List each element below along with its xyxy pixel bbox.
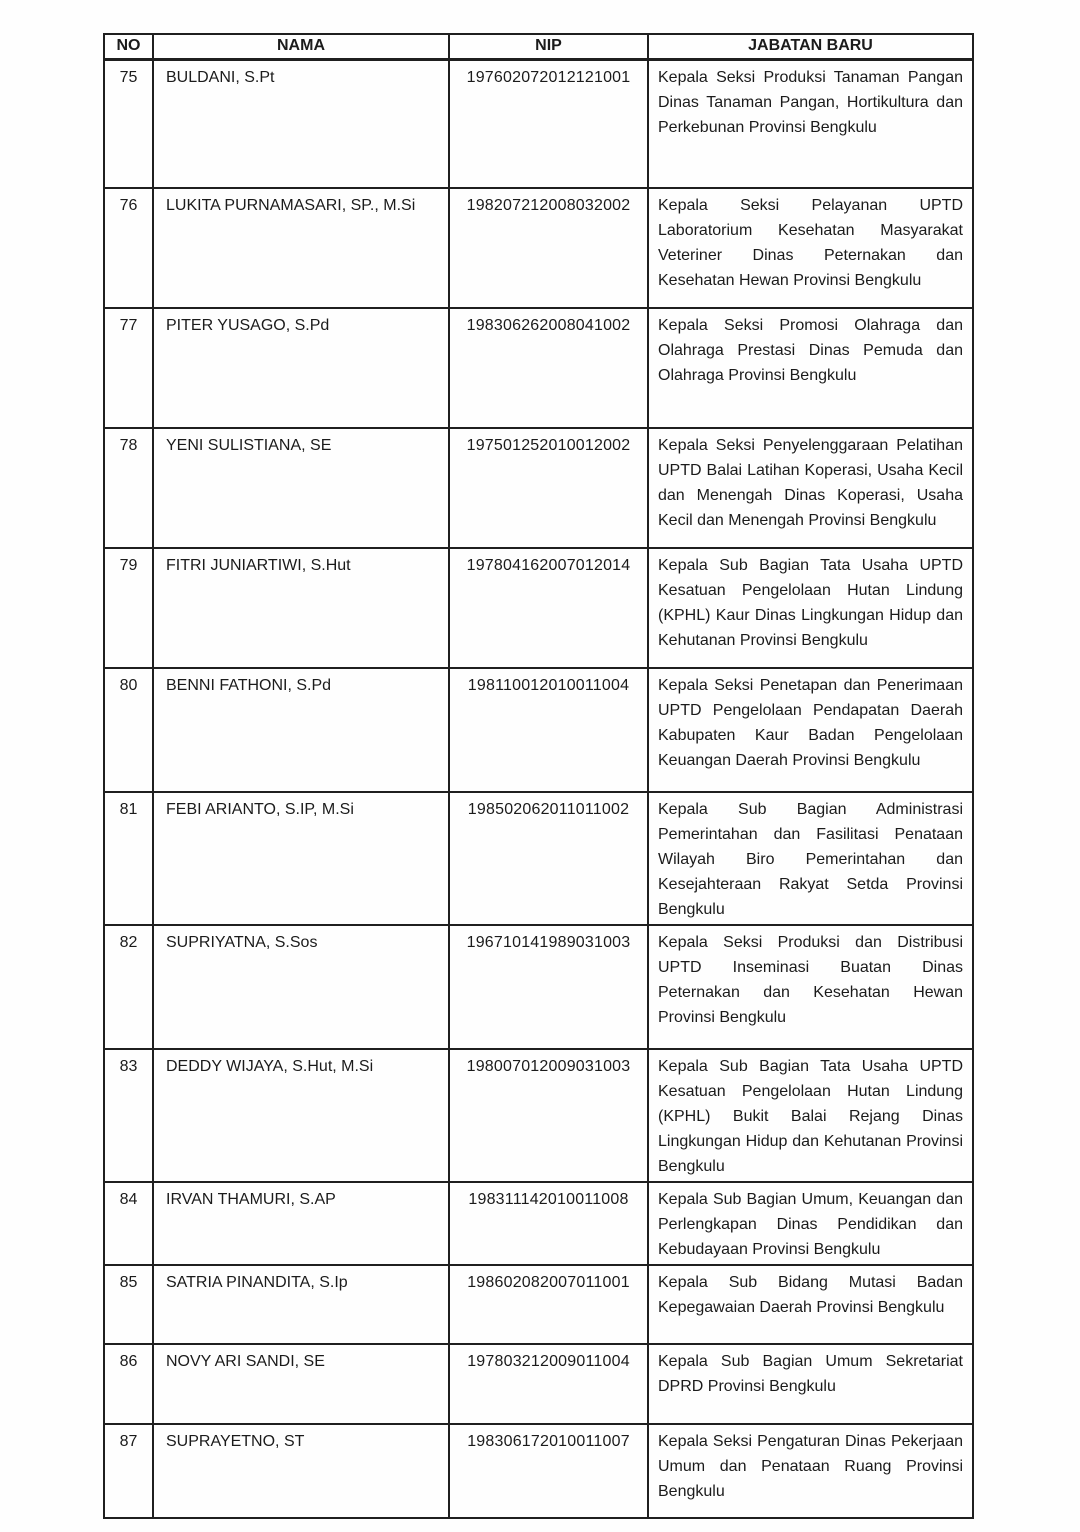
table-row: [104, 548, 973, 668]
nip-cell: 197804162007012014: [449, 548, 648, 668]
table-row: [104, 1182, 973, 1265]
name-cell: FITRI JUNIARTIWI, S.Hut: [153, 548, 449, 668]
name-cell: SUPRIYATNA, S.Sos: [153, 925, 449, 1049]
new-position-cell: Kepala Seksi Produksi dan Distribusi UPTD Inseminasi Buatan Dinas Peternakan dan Kesehatan Hewan Provinsi Bengkulu: [648, 925, 973, 1049]
new-position-cell: Kepala Seksi Penetapan dan Penerimaan UPTD Pengelolaan Pendapatan Daerah Kabupaten Kaur Badan Pengelolaan Keuangan Daerah Provinsi Bengkulu: [648, 668, 973, 792]
table-header-row: [104, 34, 973, 59]
new-position-cell: Kepala Sub Bagian Tata Usaha UPTD Kesatuan Pengelolaan Hutan Lindung (KPHL) Kaur Dinas Lingkungan Hidup dan Kehutanan Provinsi Bengkulu: [648, 548, 973, 668]
row-number-cell: 87: [104, 1424, 153, 1518]
table-body: [104, 59, 973, 1518]
nip-cell: 198306172010011007: [449, 1424, 648, 1518]
nip-cell: 197501252010012002: [449, 428, 648, 548]
name-cell: SATRIA PINANDITA, S.Ip: [153, 1265, 449, 1344]
nip-cell: 198110012010011004: [449, 668, 648, 792]
nip-cell: 198602082007011001: [449, 1265, 648, 1344]
nip-cell: 196710141989031003: [449, 925, 648, 1049]
row-number-cell: 79: [104, 548, 153, 668]
table-row: [104, 1049, 973, 1182]
new-position-cell: Kepala Seksi Penyelenggaraan Pelatihan UPTD Balai Latihan Koperasi, Usaha Kecil dan Menengah Dinas Koperasi, Usaha Kecil dan Menengah Provinsi Bengkulu: [648, 428, 973, 548]
name-cell: BENNI FATHONI, S.Pd: [153, 668, 449, 792]
new-position-cell: Kepala Sub Bagian Umum, Keuangan dan Perlengkapan Dinas Pendidikan dan Kebudayaan Provinsi Bengkulu: [648, 1182, 973, 1265]
new-position-cell: Kepala Seksi Pengaturan Dinas Pekerjaan Umum dan Penataan Ruang Provinsi Bengkulu: [648, 1424, 973, 1518]
name-cell: DEDDY WIJAYA, S.Hut, M.Si: [153, 1049, 449, 1182]
new-position-cell: Kepala Seksi Produksi Tanaman Pangan Dinas Tanaman Pangan, Hortikultura dan Perkebunan Provinsi Bengkulu: [648, 59, 973, 188]
column-header-nama: NAMA: [153, 34, 449, 59]
row-number-cell: 84: [104, 1182, 153, 1265]
nip-cell: 198502062011011002: [449, 792, 648, 925]
name-cell: YENI SULISTIANA, SE: [153, 428, 449, 548]
name-cell: PITER YUSAGO, S.Pd: [153, 308, 449, 428]
new-position-cell: Kepala Seksi Pelayanan UPTD Laboratorium Kesehatan Masyarakat Veteriner Dinas Peternakan dan Kesehatan Hewan Provinsi Bengkulu: [648, 188, 973, 308]
name-cell: NOVY ARI SANDI, SE: [153, 1344, 449, 1424]
row-number-cell: 82: [104, 925, 153, 1049]
nip-cell: 198311142010011008: [449, 1182, 648, 1265]
table-row: [104, 925, 973, 1049]
table-row: [104, 1424, 973, 1518]
appointments-table: [103, 33, 974, 1519]
row-number-cell: 75: [104, 59, 153, 188]
column-header-no: NO: [104, 34, 153, 59]
table-header: [104, 34, 973, 59]
name-cell: LUKITA PURNAMASARI, SP., M.Si: [153, 188, 449, 308]
row-number-cell: 86: [104, 1344, 153, 1424]
new-position-cell: Kepala Seksi Promosi Olahraga dan Olahraga Prestasi Dinas Pemuda dan Olahraga Provinsi Bengkulu: [648, 308, 973, 428]
nip-cell: 198207212008032002: [449, 188, 648, 308]
nip-cell: 198306262008041002: [449, 308, 648, 428]
row-number-cell: 77: [104, 308, 153, 428]
row-number-cell: 76: [104, 188, 153, 308]
name-cell: BULDANI, S.Pt: [153, 59, 449, 188]
table-row: [104, 188, 973, 308]
table-row: [104, 1344, 973, 1424]
new-position-cell: Kepala Sub Bagian Administrasi Pemerintahan dan Fasilitasi Penataan Wilayah Biro Pemerintahan dan Kesejahteraan Rakyat Setda Provinsi Bengkulu: [648, 792, 973, 925]
name-cell: SUPRAYETNO, ST: [153, 1424, 449, 1518]
row-number-cell: 81: [104, 792, 153, 925]
new-position-cell: Kepala Sub Bidang Mutasi Badan Kepegawaian Daerah Provinsi Bengkulu: [648, 1265, 973, 1344]
new-position-cell: Kepala Sub Bagian Umum Sekretariat DPRD Provinsi Bengkulu: [648, 1344, 973, 1424]
table-row: [104, 792, 973, 925]
column-header-jabatan-baru: JABATAN BARU: [648, 34, 973, 59]
table-row: [104, 1265, 973, 1344]
column-header-nip: NIP: [449, 34, 648, 59]
table-row: [104, 668, 973, 792]
row-number-cell: 83: [104, 1049, 153, 1182]
nip-cell: 197602072012121001: [449, 59, 648, 188]
row-number-cell: 85: [104, 1265, 153, 1344]
new-position-cell: Kepala Sub Bagian Tata Usaha UPTD Kesatuan Pengelolaan Hutan Lindung (KPHL) Bukit Balai Rejang Dinas Lingkungan Hidup dan Kehutanan Provinsi Bengkulu: [648, 1049, 973, 1182]
row-number-cell: 80: [104, 668, 153, 792]
name-cell: FEBI ARIANTO, S.IP, M.Si: [153, 792, 449, 925]
name-cell: IRVAN THAMURI, S.AP: [153, 1182, 449, 1265]
nip-cell: 197803212009011004: [449, 1344, 648, 1424]
table-row: [104, 308, 973, 428]
table-row: [104, 59, 973, 188]
table-row: [104, 428, 973, 548]
nip-cell: 198007012009031003: [449, 1049, 648, 1182]
row-number-cell: 78: [104, 428, 153, 548]
